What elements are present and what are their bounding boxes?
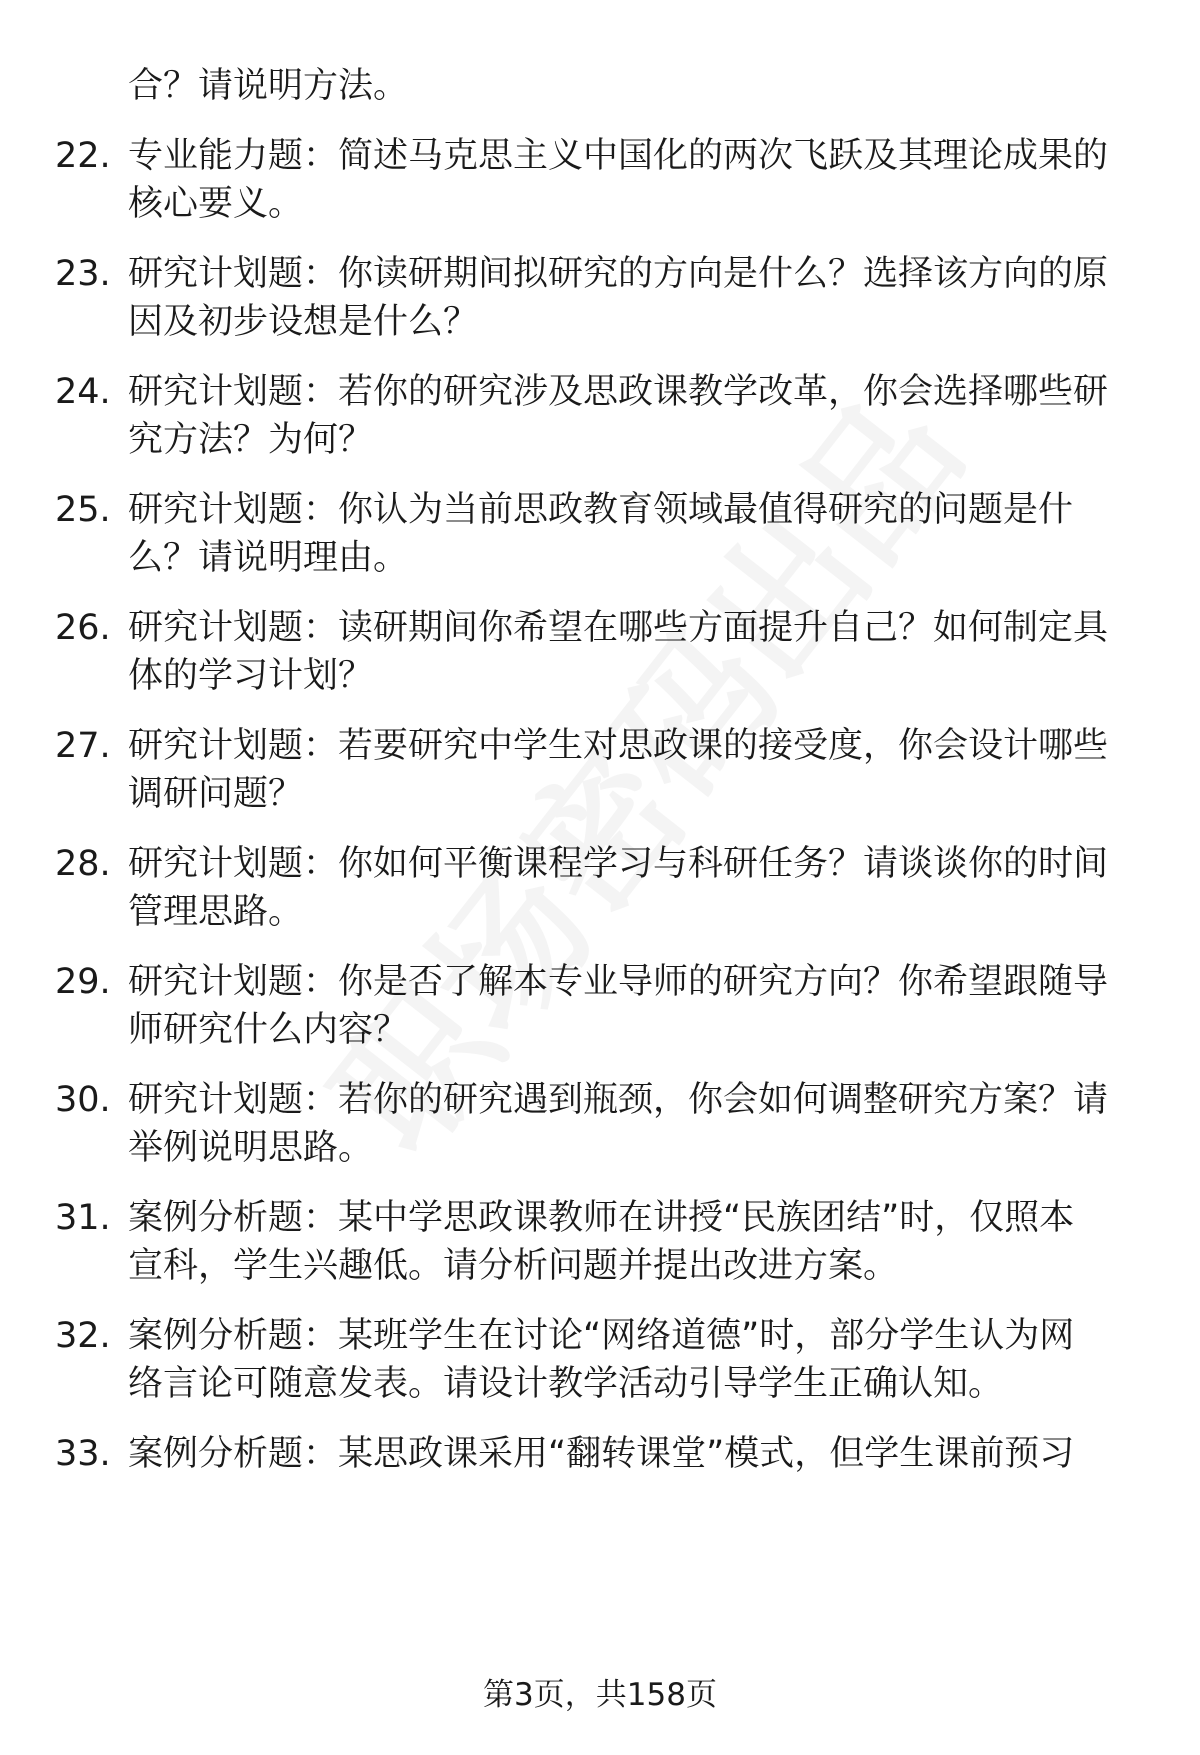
item-line: 研究计划题：你读研期间拟研究的方向是什么？选择该方向的原 — [128, 254, 1109, 294]
item-text — [128, 368, 1138, 464]
item-number: 22. — [55, 136, 111, 176]
item-number: 25. — [55, 490, 111, 530]
item-line: 举例说明思路。 — [128, 1128, 374, 1168]
item-line: 案例分析题：某思政课采用“翻转课堂”模式，但学生课前预习 — [128, 1434, 1075, 1474]
item-text — [128, 1194, 1138, 1290]
page-footer: 第3页，共158页 — [483, 1677, 717, 1713]
item-line: 么？请说明理由。 — [128, 538, 409, 578]
item-number: 30. — [55, 1080, 111, 1120]
item-line: 宣科，学生兴趣低。请分析问题并提出改进方案。 — [128, 1246, 899, 1286]
item-line: 案例分析题：某中学思政课教师在讲授“民族团结”时，仅照本 — [128, 1198, 1075, 1238]
item-line: 调研问题？ — [128, 774, 304, 814]
item-line: 研究计划题：你是否了解本专业导师的研究方向？你希望跟随导 — [128, 962, 1109, 1002]
continued-question-text: 合？请说明方法。 — [128, 66, 409, 106]
item-text — [128, 604, 1138, 700]
item-line: 案例分析题：某班学生在讨论“网络道德”时，部分学生认为网 — [128, 1316, 1075, 1356]
item-line: 研究计划题：你如何平衡课程学习与科研任务？请谈谈你的时间 — [128, 844, 1109, 884]
item-number: 27. — [55, 726, 111, 766]
item-line: 管理思路。 — [128, 892, 304, 932]
item-line: 研究计划题：读研期间你希望在哪些方面提升自己？如何制定具 — [128, 608, 1109, 648]
item-line: 师研究什么内容？ — [128, 1010, 409, 1050]
item-line: 因及初步设想是什么？ — [128, 302, 479, 342]
item-number: 29. — [55, 962, 111, 1002]
item-number: 23. — [55, 254, 111, 294]
item-number: 31. — [55, 1198, 111, 1238]
item-number: 33. — [55, 1434, 111, 1474]
item-text — [128, 840, 1138, 936]
item-number: 28. — [55, 844, 111, 884]
item-number: 24. — [55, 372, 111, 412]
item-line: 研究计划题：你认为当前思政教育领域最值得研究的问题是什 — [128, 490, 1074, 530]
item-line: 研究计划题：若要研究中学生对思政课的接受度，你会设计哪些 — [128, 726, 1109, 766]
item-text — [128, 1430, 1138, 1478]
item-line: 核心要义。 — [128, 184, 304, 224]
item-line: 体的学习计划？ — [128, 656, 374, 696]
item-line: 究方法？为何？ — [128, 420, 374, 460]
item-line: 络言论可随意发表。请设计教学活动引导学生正确认知。 — [128, 1364, 1004, 1404]
item-line: 专业能力题：简述马克思主义中国化的两次飞跃及其理论成果的 — [128, 136, 1109, 176]
item-text — [128, 132, 1138, 228]
item-text — [128, 722, 1138, 818]
item-text — [128, 1312, 1138, 1408]
item-text — [128, 486, 1138, 582]
item-line: 研究计划题：若你的研究涉及思政课教学改革，你会选择哪些研 — [128, 372, 1109, 412]
item-text — [128, 250, 1138, 346]
item-number: 26. — [55, 608, 111, 648]
item-text — [128, 1076, 1138, 1172]
item-line: 研究计划题：若你的研究遇到瓶颈，你会如何调整研究方案？请 — [128, 1080, 1109, 1120]
item-text — [128, 958, 1138, 1054]
item-number: 32. — [55, 1316, 111, 1356]
